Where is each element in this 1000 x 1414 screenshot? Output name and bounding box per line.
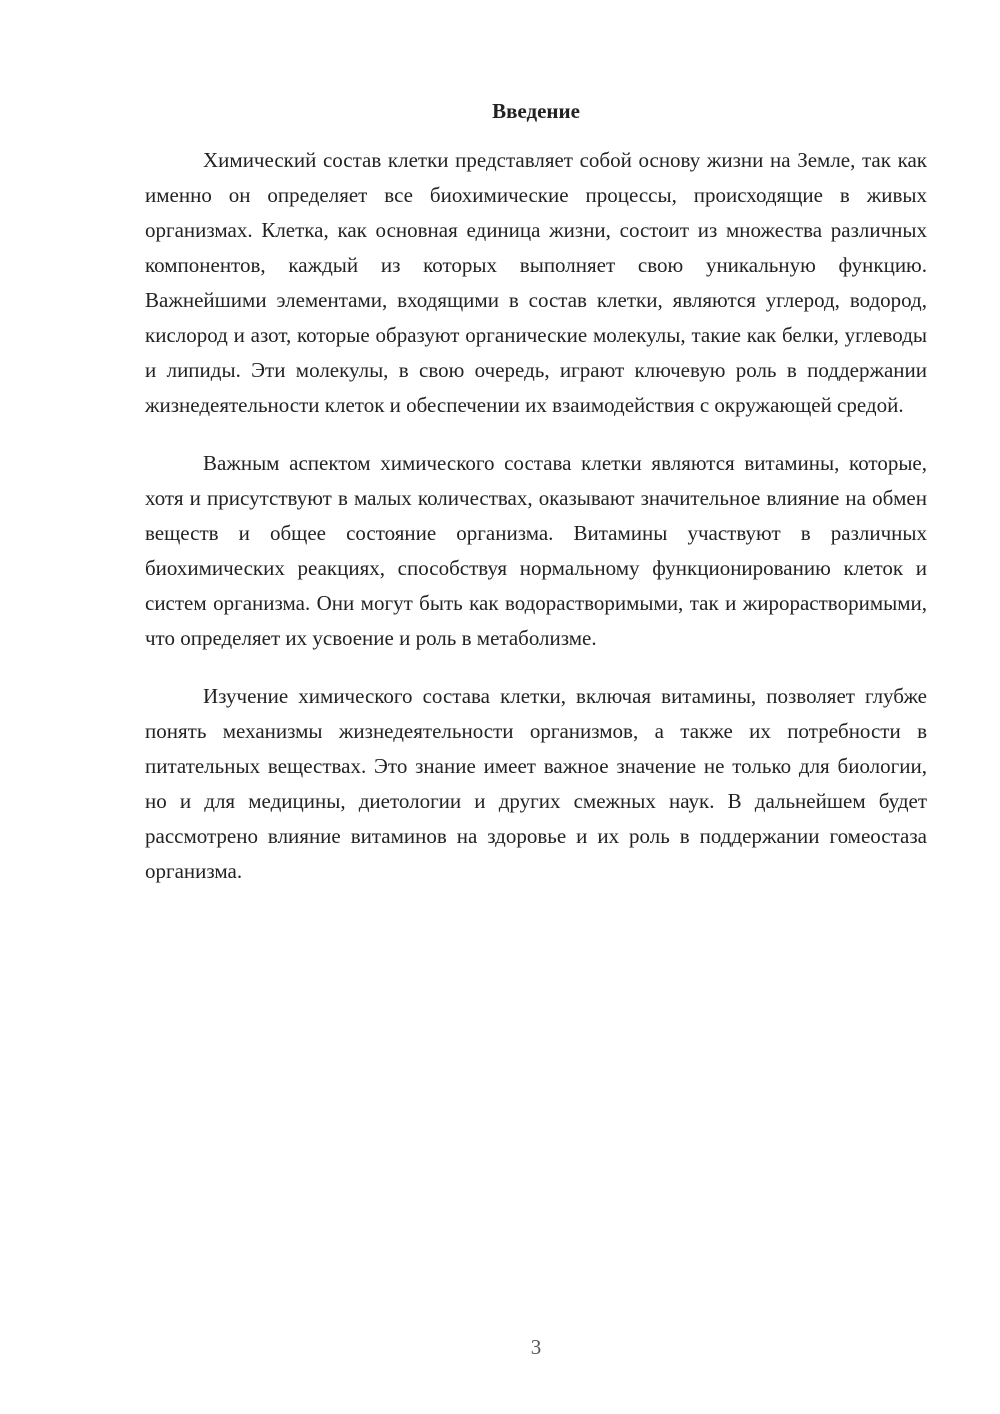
paragraph: Важным аспектом химического состава клетки являются витамины, которые, хотя и присутствуют в малых количествах, оказывают значительное влияние на обмен веществ и общее состояние организма. Витамины участвуют в различных биохимических реакциях, способствуя нормальному функционированию клеток и систем организма. Они могут быть как водорастворимыми, так и жирорастворимыми, что определяет их усвоение и роль в метаболизме. — [145, 451, 927, 650]
paragraph: Химический состав клетки представляет собой основу жизни на Земле, так как именно он определяет все биохимические процессы, происходящие в живых организмах. Клетка, как основная единица жизни, состоит из множества различных компонентов, каждый из которых выполняет свою уникальную функцию. Важнейшими элементами, входящими в состав клетки, являются углерод, водород, кислород и азот, которые образуют органические молекулы, такие как белки, углеводы и липиды. Эти молекулы, в свою очередь, играют ключевую роль в поддержании жизнедеятельности клеток и обеспечении их взаимодействия с окружающей средой. — [145, 148, 927, 417]
section-heading: Введение — [492, 99, 580, 123]
page-number: 3 — [530, 1335, 542, 1359]
paragraph: Изучение химического состава клетки, включая витамины, позволяет глубже понять механизмы жизнедеятельности организмов, а также их потребности в питательных веществах. Это знание имеет важное значение не только для биологии, но и для медицины, диетологии и других смежных наук. В дальнейшем будет рассмотрено влияние витаминов на здоровье и их роль в поддержании гомеостаза организма. — [145, 684, 927, 883]
body-text — [145, 143, 927, 912]
